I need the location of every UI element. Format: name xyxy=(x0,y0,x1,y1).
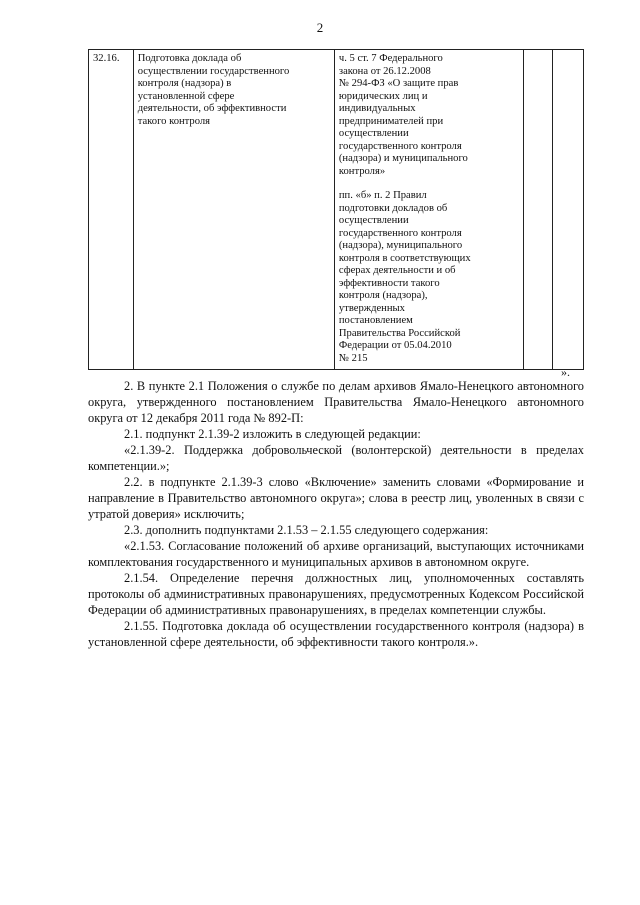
legal-basis-federal-law: ч. 5 ст. 7 Федерального закона от 26.12.2008 № 294-ФЗ «О защите прав юридических лиц и индивидуальных предпринимателей при осуществлении государственного контроля (надзора) и муниципального контроля» xyxy=(338,53,468,177)
regulation-table xyxy=(88,49,584,370)
legal-basis-rules: пп. «б» п. 2 Правил подготовки докладов об осуществлении государственного контроля (надзора), муниципального контроля в соответствующих сферах деятельности и об эффективности такого контроля (надзора), утвержденных постановлением Правительства Российской Федерации от 05.04.2010 № 215 xyxy=(338,190,471,364)
page-number: 2 xyxy=(316,20,324,35)
row-number-cell: 32.16. xyxy=(89,50,134,370)
paragraph: 2.3. дополнить подпунктами 2.1.53 – 2.1.55 следующего содержания: xyxy=(124,523,489,537)
function-name-line: установленной сфере xyxy=(137,90,235,102)
legal-basis-cell xyxy=(334,50,523,370)
paragraph: 2.1.54. Определение перечня должностных лиц, уполномоченных составлять протоколы об административных правонарушениях, предусмотренных Кодексом Российской Федерации об административных правонарушениях, в пределах компетенции службы. xyxy=(88,571,584,617)
paragraph: 2. В пункте 2.1 Положения о службе по делам архивов Ямало-Ненецкого автономного округа, утвержденного постановлением Правительства Ямало-Ненецкого автономного округа от 12 декабря 2011 года № 892-П: xyxy=(88,379,584,425)
paragraph: 2.1. подпункт 2.1.39-2 изложить в следующей редакции: xyxy=(124,427,421,441)
function-name-line: контроля (надзора) в xyxy=(137,78,232,89)
paragraph: «2.1.39-2. Поддержка добровольческой (волонтерской) деятельности в пределах компетенции.»; xyxy=(88,443,584,473)
function-name-cell xyxy=(133,50,334,370)
paragraph: 2.1.55. Подготовка доклада об осуществлении государственного контроля (надзора) в установленной сфере деятельности, об эффективности такого контроля.». xyxy=(88,619,584,649)
document-body xyxy=(88,378,584,650)
paragraph: 2.2. в подпункте 2.1.39-3 слово «Включение» заменить словами «Формирование и направление в Правительство автономного округа»; слова в реестр лиц, уволенных в связи с утратой доверия» исключить; xyxy=(88,475,584,521)
function-name-line: такого контроля xyxy=(137,115,211,127)
table-row xyxy=(89,50,584,370)
closing-quote: ». xyxy=(561,365,570,379)
function-name-line: Подготовка доклада об xyxy=(137,53,242,64)
empty-cell xyxy=(553,50,584,370)
function-name-line: деятельности, об эффективности xyxy=(137,103,287,114)
function-name-line: осуществлении государственного xyxy=(137,65,290,77)
empty-cell xyxy=(524,50,553,370)
paragraph: «2.1.53. Согласование положений об архиве организаций, выступающих источниками комплектования государственного и муниципальных архивов в автономном округе. xyxy=(88,539,584,569)
